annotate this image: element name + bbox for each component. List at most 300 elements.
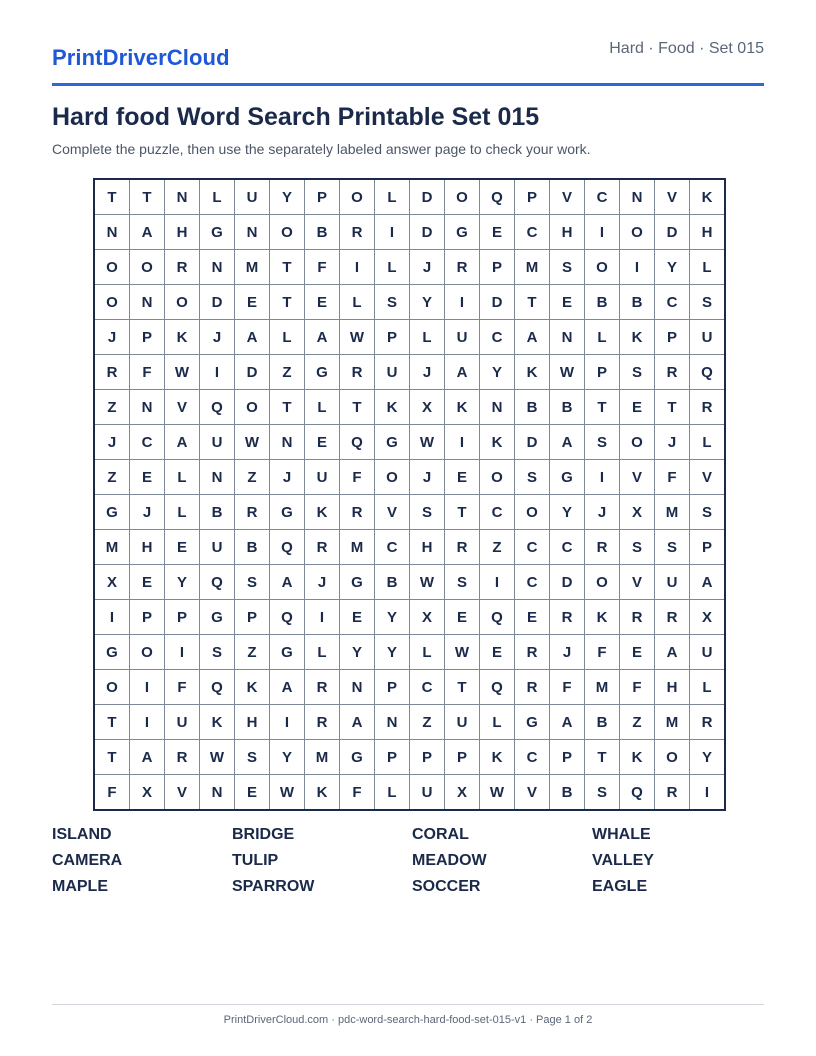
grid-cell: G — [375, 425, 409, 459]
grid-cell: E — [130, 460, 164, 494]
grid-cell: R — [305, 705, 339, 739]
grid-cell: H — [550, 215, 584, 249]
grid-cell: O — [340, 180, 374, 214]
grid-cell: S — [655, 530, 689, 564]
grid-cell: E — [165, 530, 199, 564]
grid-cell: A — [550, 705, 584, 739]
grid-cell: Z — [620, 705, 654, 739]
grid-cell: I — [95, 600, 129, 634]
grid-cell: R — [620, 600, 654, 634]
grid-cell: Y — [270, 180, 304, 214]
word-list — [52, 826, 772, 904]
grid-cell: P — [375, 320, 409, 354]
grid-cell: M — [515, 250, 549, 284]
grid-cell: A — [130, 215, 164, 249]
grid-cell: F — [585, 635, 619, 669]
grid-cell: B — [375, 565, 409, 599]
grid-cell: R — [515, 670, 549, 704]
grid-cell: R — [95, 355, 129, 389]
grid-cell: I — [585, 460, 619, 494]
grid-cell: E — [130, 565, 164, 599]
grid-cell: H — [690, 215, 724, 249]
grid-cell: D — [410, 215, 444, 249]
grid-cell: H — [235, 705, 269, 739]
grid-cell: F — [165, 670, 199, 704]
grid-cell: G — [200, 600, 234, 634]
grid-cell: C — [515, 215, 549, 249]
grid-cell: U — [235, 180, 269, 214]
grid-cell: S — [690, 495, 724, 529]
grid-cell: U — [375, 355, 409, 389]
grid-cell: T — [270, 390, 304, 424]
grid-cell: M — [235, 250, 269, 284]
grid-cell: K — [375, 390, 409, 424]
grid-cell: W — [410, 425, 444, 459]
grid-cell: L — [690, 425, 724, 459]
grid-cell: W — [340, 320, 374, 354]
grid-cell: E — [550, 285, 584, 319]
grid-cell: A — [130, 740, 164, 774]
grid-cell: Q — [690, 355, 724, 389]
grid-cell: R — [235, 495, 269, 529]
grid-cell: V — [550, 180, 584, 214]
grid-cell: K — [235, 670, 269, 704]
grid-cell: N — [130, 390, 164, 424]
grid-cell: T — [270, 285, 304, 319]
grid-cell: L — [270, 320, 304, 354]
grid-cell: I — [270, 705, 304, 739]
grid-cell: O — [620, 215, 654, 249]
grid-cell: E — [305, 425, 339, 459]
grid-cell: K — [620, 740, 654, 774]
grid-cell: I — [340, 250, 374, 284]
grid-cell: Q — [480, 180, 514, 214]
grid-cell: S — [620, 530, 654, 564]
grid-cell: Z — [410, 705, 444, 739]
grid-cell: R — [165, 740, 199, 774]
grid-cell: W — [480, 775, 514, 809]
grid-cell: F — [620, 670, 654, 704]
grid-cell: E — [445, 600, 479, 634]
word-list-item: MEADOW — [412, 852, 487, 869]
grid-cell: U — [305, 460, 339, 494]
grid-cell: V — [620, 565, 654, 599]
grid-cell: C — [585, 180, 619, 214]
word-list-item: CORAL — [412, 826, 469, 843]
grid-cell: J — [270, 460, 304, 494]
grid-cell: B — [550, 390, 584, 424]
grid-cell: X — [95, 565, 129, 599]
grid-cell: P — [375, 670, 409, 704]
grid-cell: R — [445, 250, 479, 284]
grid-cell: S — [235, 565, 269, 599]
grid-cell: B — [515, 390, 549, 424]
grid-cell: E — [480, 215, 514, 249]
word-list-item: SPARROW — [232, 878, 315, 895]
grid-cell: N — [480, 390, 514, 424]
grid-cell: T — [585, 740, 619, 774]
grid-cell: W — [445, 635, 479, 669]
grid-cell: I — [165, 635, 199, 669]
grid-cell: L — [375, 250, 409, 284]
grid-cell: J — [95, 320, 129, 354]
grid-cell: J — [410, 250, 444, 284]
grid-cell: R — [340, 355, 374, 389]
grid-cell: Q — [200, 390, 234, 424]
grid-cell: N — [95, 215, 129, 249]
grid-cell: Z — [235, 460, 269, 494]
grid-cell: N — [165, 180, 199, 214]
grid-cell: S — [515, 460, 549, 494]
grid-cell: I — [445, 285, 479, 319]
grid-cell: K — [480, 425, 514, 459]
grid-cell: A — [165, 425, 199, 459]
grid-cell: I — [480, 565, 514, 599]
grid-cell: T — [445, 670, 479, 704]
grid-cell: W — [235, 425, 269, 459]
grid-cell: C — [515, 565, 549, 599]
grid-cell: Y — [165, 565, 199, 599]
grid-cell: A — [270, 565, 304, 599]
grid-cell: J — [655, 425, 689, 459]
grid-cell: W — [270, 775, 304, 809]
grid-cell: S — [235, 740, 269, 774]
grid-cell: I — [690, 775, 724, 809]
word-search-grid — [93, 178, 726, 811]
grid-cell: N — [620, 180, 654, 214]
grid-cell: S — [200, 635, 234, 669]
grid-cell: M — [655, 495, 689, 529]
grid-cell: W — [200, 740, 234, 774]
grid-cell: K — [620, 320, 654, 354]
grid-cell: Y — [410, 285, 444, 319]
grid-cell: R — [655, 775, 689, 809]
grid-cell: T — [95, 740, 129, 774]
grid-cell: D — [515, 425, 549, 459]
grid-cell: R — [340, 495, 374, 529]
grid-cell: X — [410, 390, 444, 424]
grid-cell: Y — [480, 355, 514, 389]
grid-cell: K — [165, 320, 199, 354]
grid-cell: D — [410, 180, 444, 214]
grid-cell: U — [690, 320, 724, 354]
grid-cell: R — [445, 530, 479, 564]
grid-cell: A — [235, 320, 269, 354]
grid-cell: A — [270, 670, 304, 704]
grid-cell: L — [480, 705, 514, 739]
grid-cell: L — [410, 320, 444, 354]
grid-cell: V — [375, 495, 409, 529]
grid-cell: N — [130, 285, 164, 319]
grid-cell: O — [130, 635, 164, 669]
grid-cell: F — [340, 460, 374, 494]
grid-cell: G — [445, 215, 479, 249]
grid-cell: A — [305, 320, 339, 354]
grid-cell: Z — [235, 635, 269, 669]
grid-cell: D — [200, 285, 234, 319]
grid-cell: O — [620, 425, 654, 459]
grid-cell: J — [305, 565, 339, 599]
grid-cell: U — [165, 705, 199, 739]
grid-cell: N — [200, 460, 234, 494]
grid-cell: J — [200, 320, 234, 354]
grid-cell: V — [620, 460, 654, 494]
grid-cell: P — [550, 740, 584, 774]
grid-cell: N — [375, 705, 409, 739]
grid-cell: J — [585, 495, 619, 529]
grid-cell: N — [235, 215, 269, 249]
grid-cell: N — [200, 250, 234, 284]
word-list-item: VALLEY — [592, 852, 654, 869]
grid-cell: R — [655, 600, 689, 634]
grid-cell: L — [585, 320, 619, 354]
grid-cell: L — [200, 180, 234, 214]
grid-cell: P — [410, 740, 444, 774]
grid-cell: N — [270, 425, 304, 459]
grid-cell: X — [690, 600, 724, 634]
grid-cell: L — [165, 495, 199, 529]
grid-cell: T — [515, 285, 549, 319]
grid-cell: Y — [270, 740, 304, 774]
grid-cell: T — [95, 705, 129, 739]
word-list-item: MAPLE — [52, 878, 108, 895]
grid-cell: O — [375, 460, 409, 494]
grid-cell: I — [305, 600, 339, 634]
grid-cell: R — [515, 635, 549, 669]
grid-cell: O — [655, 740, 689, 774]
grid-cell: W — [165, 355, 199, 389]
grid-cell: U — [690, 635, 724, 669]
grid-cell: T — [340, 390, 374, 424]
grid-cell: C — [655, 285, 689, 319]
page-subtitle: Complete the puzzle, then use the separately labeled answer page to check your work. — [52, 141, 591, 157]
grid-cell: A — [550, 425, 584, 459]
brand-logo[interactable]: PrintDriverCloud — [52, 45, 230, 70]
grid-cell: J — [410, 460, 444, 494]
grid-cell: D — [550, 565, 584, 599]
grid-cell: B — [550, 775, 584, 809]
grid-cell: K — [305, 775, 339, 809]
grid-cell: Z — [480, 530, 514, 564]
grid-cell: K — [515, 355, 549, 389]
page-footer: PrintDriverCloud.com · pdc-word-search-hard-food-set-015-v1 · Page 1 of 2 — [223, 1014, 593, 1026]
grid-cell: Z — [95, 460, 129, 494]
grid-cell: X — [445, 775, 479, 809]
grid-cell: J — [130, 495, 164, 529]
grid-cell: V — [515, 775, 549, 809]
grid-cell: Y — [375, 600, 409, 634]
grid-cell: G — [200, 215, 234, 249]
grid-cell: P — [585, 355, 619, 389]
word-list-item: WHALE — [592, 826, 651, 843]
grid-cell: R — [305, 530, 339, 564]
grid-cell: P — [515, 180, 549, 214]
grid-cell: H — [655, 670, 689, 704]
grid-cell: P — [235, 600, 269, 634]
grid-cell: C — [550, 530, 584, 564]
grid-cell: S — [375, 285, 409, 319]
grid-cell: S — [620, 355, 654, 389]
grid-cell: E — [515, 600, 549, 634]
breadcrumb: Hard · Food · Set 015 — [609, 40, 764, 57]
word-list-item: SOCCER — [412, 878, 481, 895]
grid-cell: D — [235, 355, 269, 389]
grid-cell: F — [95, 775, 129, 809]
grid-cell: M — [585, 670, 619, 704]
grid-cell: C — [375, 530, 409, 564]
grid-cell: O — [270, 215, 304, 249]
grid-cell: K — [480, 740, 514, 774]
grid-cell: I — [200, 355, 234, 389]
grid-cell: B — [585, 285, 619, 319]
grid-cell: Q — [270, 600, 304, 634]
grid-cell: C — [480, 320, 514, 354]
grid-cell: U — [200, 530, 234, 564]
grid-cell: T — [130, 180, 164, 214]
grid-cell: U — [200, 425, 234, 459]
grid-cell: O — [130, 250, 164, 284]
grid-cell: R — [550, 600, 584, 634]
grid-cell: Z — [95, 390, 129, 424]
grid-cell: L — [375, 775, 409, 809]
grid-cell: U — [445, 705, 479, 739]
grid-cell: P — [375, 740, 409, 774]
grid-cell: M — [655, 705, 689, 739]
grid-cell: L — [690, 250, 724, 284]
grid-cell: P — [305, 180, 339, 214]
grid-cell: N — [340, 670, 374, 704]
grid-cell: F — [305, 250, 339, 284]
grid-cell: H — [130, 530, 164, 564]
grid-cell: E — [340, 600, 374, 634]
grid-cell: R — [690, 705, 724, 739]
grid-cell: R — [655, 355, 689, 389]
grid-cell: B — [620, 285, 654, 319]
grid-cell: G — [270, 635, 304, 669]
grid-cell: E — [235, 775, 269, 809]
grid-cell: Z — [270, 355, 304, 389]
grid-cell: H — [410, 530, 444, 564]
grid-cell: O — [480, 460, 514, 494]
grid-cell: U — [655, 565, 689, 599]
grid-cell: C — [480, 495, 514, 529]
grid-cell: T — [270, 250, 304, 284]
word-list-item: ISLAND — [52, 826, 112, 843]
page-header — [52, 40, 764, 86]
grid-cell: R — [340, 215, 374, 249]
grid-cell: I — [585, 215, 619, 249]
word-list-item: EAGLE — [592, 878, 648, 895]
grid-cell: N — [200, 775, 234, 809]
grid-cell: G — [305, 355, 339, 389]
grid-cell: A — [690, 565, 724, 599]
grid-cell: B — [200, 495, 234, 529]
grid-cell: L — [165, 460, 199, 494]
grid-cell: K — [200, 705, 234, 739]
grid-cell: X — [130, 775, 164, 809]
grid-cell: K — [305, 495, 339, 529]
grid-cell: T — [585, 390, 619, 424]
grid-cell: V — [655, 180, 689, 214]
grid-cell: B — [585, 705, 619, 739]
grid-cell: L — [410, 635, 444, 669]
grid-cell: L — [305, 635, 339, 669]
grid-cell: O — [235, 390, 269, 424]
grid-cell: E — [620, 635, 654, 669]
grid-cell: G — [95, 495, 129, 529]
grid-cell: O — [445, 180, 479, 214]
grid-cell: O — [95, 670, 129, 704]
grid-cell: C — [410, 670, 444, 704]
grid-cell: M — [305, 740, 339, 774]
grid-cell: T — [655, 390, 689, 424]
grid-cell: X — [410, 600, 444, 634]
grid-cell: A — [515, 320, 549, 354]
grid-cell: L — [375, 180, 409, 214]
grid-cell: G — [95, 635, 129, 669]
grid-cell: Y — [340, 635, 374, 669]
grid-cell: P — [445, 740, 479, 774]
grid-cell: G — [340, 740, 374, 774]
grid-cell: J — [95, 425, 129, 459]
grid-cell: F — [550, 670, 584, 704]
grid-cell: K — [445, 390, 479, 424]
grid-cell: Q — [480, 670, 514, 704]
grid-cell: Q — [200, 565, 234, 599]
grid-cell: E — [305, 285, 339, 319]
grid-cell: P — [480, 250, 514, 284]
grid-cell: S — [690, 285, 724, 319]
grid-cell: V — [690, 460, 724, 494]
grid-cell: Y — [690, 740, 724, 774]
grid-cell: S — [410, 495, 444, 529]
grid-cell: F — [340, 775, 374, 809]
grid-cell: O — [95, 285, 129, 319]
grid-cell: D — [655, 215, 689, 249]
grid-cell: K — [585, 600, 619, 634]
grid-cell: I — [375, 215, 409, 249]
grid-cell: Y — [375, 635, 409, 669]
grid-cell: M — [95, 530, 129, 564]
grid-cell: Q — [270, 530, 304, 564]
grid-cell: X — [620, 495, 654, 529]
grid-cell: G — [515, 705, 549, 739]
word-list-item: TULIP — [232, 852, 279, 869]
grid-cell: B — [235, 530, 269, 564]
grid-cell: Q — [620, 775, 654, 809]
grid-cell: Y — [655, 250, 689, 284]
grid-cell: P — [690, 530, 724, 564]
grid-cell: I — [130, 705, 164, 739]
grid-cell: V — [165, 775, 199, 809]
grid-cell: O — [95, 250, 129, 284]
grid-cell: P — [655, 320, 689, 354]
grid-cell: S — [445, 565, 479, 599]
grid-cell: T — [95, 180, 129, 214]
page-title: Hard food Word Search Printable Set 015 — [52, 103, 540, 131]
grid-cell: N — [550, 320, 584, 354]
grid-cell: M — [340, 530, 374, 564]
grid-cell: J — [550, 635, 584, 669]
grid-cell: B — [305, 215, 339, 249]
grid-cell: L — [305, 390, 339, 424]
grid-cell: V — [165, 390, 199, 424]
grid-cell: C — [515, 530, 549, 564]
grid-cell: I — [445, 425, 479, 459]
word-list-item: BRIDGE — [232, 826, 295, 843]
grid-cell: F — [655, 460, 689, 494]
grid-cell: R — [690, 390, 724, 424]
